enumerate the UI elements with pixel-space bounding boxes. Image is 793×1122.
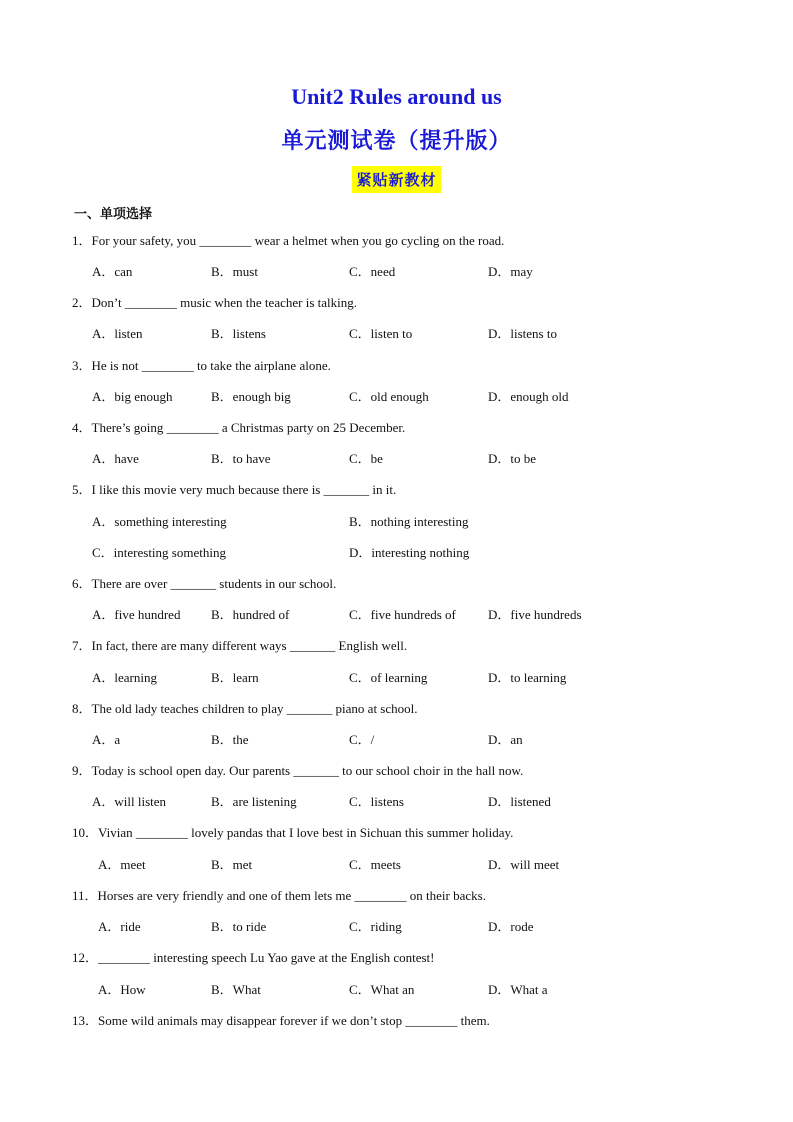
q11-option-a[interactable]: A．ride [98, 919, 141, 934]
q10-option-c[interactable]: C．meets [349, 857, 401, 872]
question-7: 7．In fact, there are many different ways _______ English well. [72, 638, 408, 653]
q3-option-a[interactable]: A．big enough [92, 389, 173, 404]
q11-option-c[interactable]: C．riding [349, 919, 402, 934]
q7-option-d[interactable]: D．to learning [488, 670, 567, 685]
q12-option-c[interactable]: C．What an [349, 982, 415, 997]
question-8: 8．The old lady teaches children to play _______ piano at school. [72, 701, 418, 716]
textbook-badge: 紧贴新教材 [352, 166, 440, 193]
q9-option-b[interactable]: B．are listening [211, 794, 297, 809]
question-1: 1．For your safety, you ________ wear a helmet when you go cycling on the road. [72, 233, 505, 248]
q8-option-c[interactable]: C．/ [349, 732, 375, 747]
q6-option-d[interactable]: D．five hundreds [488, 607, 582, 622]
q8-option-a[interactable]: A．a [92, 732, 121, 747]
question-3: 3．He is not ________ to take the airplane alone. [72, 358, 331, 373]
q6-option-c[interactable]: C．five hundreds of [349, 607, 456, 622]
q6-option-a[interactable]: A．five hundred [92, 607, 181, 622]
q9-option-d[interactable]: D．listened [488, 794, 551, 809]
q2-option-c[interactable]: C．listen to [349, 326, 413, 341]
q10-option-a[interactable]: A．meet [98, 857, 146, 872]
q2-option-a[interactable]: A．listen [92, 326, 143, 341]
q6-option-b[interactable]: B．hundred of [211, 607, 290, 622]
question-9: 9．Today is school open day. Our parents _______ to our school choir in the hall now. [72, 763, 524, 778]
q5-option-b[interactable]: B．nothing interesting [349, 514, 469, 529]
q7-option-c[interactable]: C．of learning [349, 670, 428, 685]
q12-option-b[interactable]: B．What [211, 982, 261, 997]
question-4: 4．There’s going ________ a Christmas party on 25 December. [72, 420, 406, 435]
q9-option-a[interactable]: A．will listen [92, 794, 167, 809]
question-5: 5．I like this movie very much because there is _______ in it. [72, 482, 397, 497]
q8-option-b[interactable]: B．the [211, 732, 249, 747]
q5-option-d[interactable]: D．interesting nothing [349, 545, 470, 560]
q4-option-c[interactable]: C．be [349, 451, 383, 466]
question-6: 6．There are over _______ students in our school. [72, 576, 337, 591]
q7-option-a[interactable]: A．learning [92, 670, 157, 685]
badge-container [0, 166, 793, 193]
question-13: 13．Some wild animals may disappear forever if we don’t stop ________ them. [72, 1013, 490, 1028]
q3-option-d[interactable]: D．enough old [488, 389, 569, 404]
q1-option-d[interactable]: D．may [488, 264, 533, 279]
q2-option-d[interactable]: D．listens to [488, 326, 557, 341]
q3-option-b[interactable]: B．enough big [211, 389, 291, 404]
question-11: 11．Horses are very friendly and one of them lets me ________ on their backs. [72, 888, 486, 903]
q4-option-d[interactable]: D．to be [488, 451, 537, 466]
q10-option-d[interactable]: D．will meet [488, 857, 560, 872]
q2-option-b[interactable]: B．listens [211, 326, 266, 341]
q1-option-a[interactable]: A．can [92, 264, 133, 279]
q8-option-d[interactable]: D．an [488, 732, 523, 747]
q9-option-c[interactable]: C．listens [349, 794, 404, 809]
q10-option-b[interactable]: B．met [211, 857, 253, 872]
q11-option-b[interactable]: B．to ride [211, 919, 267, 934]
page-subtitle: 单元测试卷（提升版） [281, 129, 512, 154]
question-12: 12．________ interesting speech Lu Yao gave at the English contest! [72, 950, 435, 965]
q1-option-b[interactable]: B．must [211, 264, 258, 279]
q11-option-d[interactable]: D．rode [488, 919, 534, 934]
page-title: Unit2 Rules around us [291, 84, 502, 109]
q5-option-a[interactable]: A．something interesting [92, 514, 227, 529]
q4-option-a[interactable]: A．have [92, 451, 139, 466]
q4-option-b[interactable]: B．to have [211, 451, 271, 466]
question-10: 10．Vivian ________ lovely pandas that I love best in Sichuan this summer holiday. [72, 825, 514, 840]
q1-option-c[interactable]: C．need [349, 264, 396, 279]
q5-option-c[interactable]: C．interesting something [92, 545, 226, 560]
q7-option-b[interactable]: B．learn [211, 670, 259, 685]
section-heading: 一、单项选择 [74, 207, 153, 222]
q12-option-a[interactable]: A．How [98, 982, 146, 997]
q12-option-d[interactable]: D．What a [488, 982, 548, 997]
q3-option-c[interactable]: C．old enough [349, 389, 429, 404]
question-2: 2．Don’t ________ music when the teacher is talking. [72, 295, 357, 310]
